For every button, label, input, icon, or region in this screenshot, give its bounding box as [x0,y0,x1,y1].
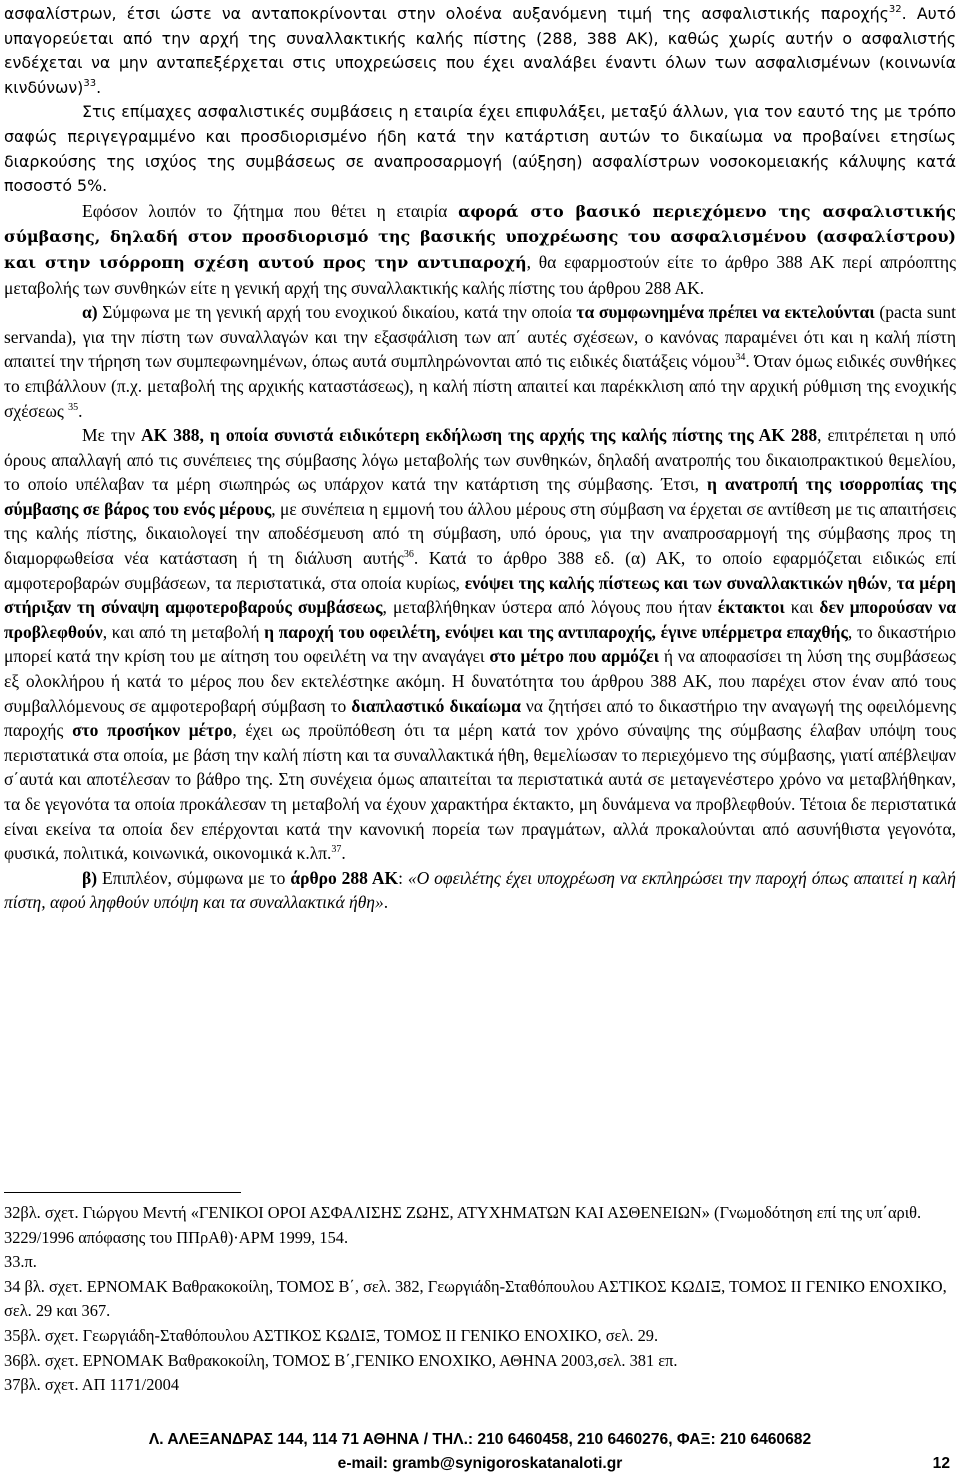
text-run: Στις επίμαχες ασφαλιστικές συμβάσεις η εταιρία έχει επιφυλάξει, μεταξύ άλλων, για τον εαυτό της με τρόπο σαφώς περιγεγραμμένο και προσδιορισμένο ήδη κατά την κατάρτιση αυτών το δικαίωμα να προβαίνει ετησίως διαρκούσης της ισχύος της συμβάσεως σε αναπροσαρμογή (αύξηση) ασφαλίστρων νοσοκομειακής κάλυψης κατά ποσοστό 5%. [4,102,956,196]
bold-text-run: τα συμφωνημένα πρέπει να εκτελούνται [576,302,875,323]
footnote-ref-34: 34 [735,352,746,364]
page-footer [0,1429,960,1481]
text-run: . [96,77,102,97]
bold-text-run: στο προσήκον μέτρο [72,720,233,741]
body-text [4,2,956,915]
text-run: ή να αποφασίσει τη λύση της συμβάσεως εξ ολοκλήρου ή κατά το μέρος που δεν εκτελέστηκε ακόμη. Η δυνατότητα του άρθρου 388 ΑΚ, που παρέχει στον έναν από τους συμβαλλόμενους σε αμφοτεροβαρή σύμβαση το [4,646,956,716]
text-run: ασφαλίστρων, έτσι ώστε να ανταποκρίνονται στην ολοένα αυξανόμενη τιμή της ασφαλιστικής παροχής [4,4,889,23]
page-number: 12 [932,1455,950,1472]
text-run: . [78,400,83,421]
footnote-ref-36: 36 [403,549,414,561]
footnote-32: 32βλ. σχετ. Γιώργου Μεντή «ΓΕΝΙΚΟΙ ΟΡΟΙ ΑΣΦΑΛΙΣΗΣ ΖΩΗΣ, ΑΤΥΧΗΜΑΤΩΝ ΚΑΙ ΑΣΘΕΝΕΙΩΝ» (Γνωμοδότηση επί της υπ΄αριθ. 3229/1996 απόφασης του ΠΠρΑθ)·ΑΡΜ 1999, 154. [4,1203,922,1247]
bold-text-run: ενόψει της καλής πίστεως και των συναλλακτικών ηθών [464,572,888,593]
paragraph-3 [4,199,956,300]
text-run: Με την [82,425,142,446]
text-run: , και από τη μεταβολή [102,621,265,642]
bold-text-run: στο μέτρο που αρμόζει [489,646,660,667]
bold-text-run: άρθρο 288 ΑΚ [290,867,399,888]
bold-text-run: διαπλαστικό δικαίωμα [351,695,521,716]
text-run: . Όταν όμως ειδικές συνθήκες το επιβάλλουν (π.χ. μεταβολή της αρχικής καταστάσεως), η καλή πίστη απαιτεί και παρέκκλιση από την αρχική ρύθμιση της ενοχικής σχέσεως [4,351,956,421]
text-run: Επιπλέον, σύμφωνα με το [97,867,291,888]
text-run: και [784,597,820,618]
bold-text-run: δεν μπορούσαν να προβλεφθούν [4,597,956,642]
footer-address: Λ. ΑΛΕΞΑΝΔΡΑΣ 144, 114 71 ΑΘΗΝΑ / ΤΗΛ.: 210 6460458, 210 6460276, ΦΑΞ: 210 6460682 [148,1431,812,1448]
footnote-34: 34 βλ. σχετ. ΕΡΝΟΜΑΚ Βαθρακοκοίλη, ΤΟΜΟΣ Β΄, σελ. 382, Γεωργιάδη-Σταθόπουλου ΑΣΤΙΚΟΣ ΚΩΔΙΞ, ΤΟΜΟΣ ΙΙ ΓΕΝΙΚΟ ΕΝΟΧΙΚΟ, σελ. 29 και 367. [4,1276,947,1321]
bold-text-run: ΑΚ 388, η οποία συνιστά ειδικότερη εκδήλωση της αρχής της καλής πίστης της ΑΚ 288 [141,425,818,446]
footnote-ref-32: 32 [888,4,902,15]
footnote-35: 35βλ. σχετ. Γεωργιάδη-Σταθόπουλου ΑΣΤΙΚΟΣ ΚΩΔΙΞ, ΤΟΜΟΣ ΙΙ ΓΕΝΙΚΟ ΕΝΟΧΙΚΟ, σελ. 29. [4,1325,659,1345]
text-run: να ζητήσει από το δικαστήριο την αναγωγή της οφειλόμενης παροχής [4,695,956,741]
bold-text-run: β) [82,867,98,888]
paragraph-6 [4,866,956,915]
bold-text-run: αφορά στο βασικό περιεχόμενο της ασφαλιστικής σύμβασης, δηλαδή στον προσδιορισμό της βασικής υποχρέωσης του ασφαλισμένου (ασφαλίστρου) και στην ισόρροπη σχέση αυτού προς την αντιπαροχή [4,201,957,272]
text-run: , έχει ως προϋπόθεση ότι τα μέρη κατά τον χρόνο σύναψης της σύμβασης έλαβαν υπόψη τους περιστατικά στα οποία, με βάση την καλή πίστη και τα συναλλακτικά ήθη, θεμελίωσαν το περιεχόμενο της σύμβασης, γιατί απέβλεψαν σ΄αυτά και αποτέλεσαν το βάθρο της. Στη συνέχεια όμως απαιτείται τα περιστατικά αυτά σε μεταγενέστερο χρόνο να μεταβλήθηκαν, τα δε γεγονότα τα οποία προκάλεσαν τη μεταβολή να έχουν χαρακτήρα έκτακτο, μη δυνάμενα να προβλεφθούν. Τέτοια δε περιστατικά είναι εκείνα τα οποία δεν επέρχονται κατά την κανονική πορεία των πραγμάτων, αλλά προκαλούνται από ασυνήθιστα γεγονότα, φυσικά, πολιτικά, κοινωνικά, οικονομικά κ.λπ. [4,720,956,864]
footer-email: e-mail: gramb@synigoroskatanaloti.gr [337,1455,623,1472]
paragraph-4 [4,300,956,423]
text-run: , θα εφαρμοστούν είτε το άρθρο 388 ΑΚ περί απρόοπτης μεταβολής των συνθηκών είτε η γενική αρχή της συναλλακτικής καλής πίστης του άρθρου 288 ΑΚ. [4,251,957,298]
text-run: . [341,843,346,864]
text-run: . [383,892,389,913]
footnote-37: 37βλ. σχετ. ΑΠ 1171/2004 [4,1375,180,1395]
text-run: : [398,867,408,888]
bold-text-run: τα μέρη στήριξαν τη σύναψη αμφοτεροβαρούς συμβάσεως [4,572,956,618]
footnote-36: 36βλ. σχετ. ΕΡΝΟΜΑΚ Βαθρακοκοίλη, ΤΟΜΟΣ Β΄,ΓΕΝΙΚΟ ΕΝΟΧΙΚΟ, ΑΘΗΝΑ 2003,σελ. 381 επ. [4,1350,678,1370]
text-run: Εφόσον λοιπόν το ζήτημα που θέτει η εταιρία [82,200,459,221]
italic-quote: «Ο οφειλέτης έχει υποχρέωση να εκπληρώσει την παροχή όπως απαιτεί η καλή πίστη, αφού ληφθούν υπόψη και τα συναλλακτικά ήθη» [4,867,956,913]
footnote-33: 33.π. [4,1252,37,1272]
text-run: . Κατά το άρθρο 388 εδ. (α) ΑΚ, το οποίο εφαρμόζεται ειδικώς επί αμφοτεροβαρών συμβάσεων, τα περιστατικά, στα οποία κυρίως, [4,548,956,593]
footnote-separator [4,1192,241,1193]
text-run: , μεταβλήθηκαν ύστερα από λόγους που ήταν [382,597,718,618]
paragraph-1 [4,2,956,100]
text-run: Σύμφωνα με τη γενική αρχή του ενοχικού δικαίου, κατά την οποία [97,302,577,323]
bold-text-run: η ανατροπή της ισορροπίας της σύμβασης σε βάρος του ενός μέρους [4,474,957,519]
text-run: (pacta sunt servanda), για την πίστη των συναλλαγών και την εξασφάλιση των απ΄ αυτές σχέσεων, ο κανόνας παραμένει ότι και η καλή πίστη απαιτεί την τήρηση των συμπεφωνημένων, όπως αυτά συμπληρώνονται από τις ειδικές διατάξεις νόμου [4,302,957,372]
text-run: , με συνέπεια η εμμονή του άλλου μέρους στη σύμβαση να έρχεται σε αντίθεση με τις απαιτήσεις της καλής πίστης, δικαιολογεί την αποδέσμευση από τη σύμβαση, υπό όρους, για την αναπροσαρμογή της σύμβασης προς τη διαμορφωθείσα νέα κατάσταση ή τη διάλυση αυτής [4,498,957,569]
bold-text-run: έκτακτοι [717,597,785,618]
bold-text-run: η παροχή του οφειλέτη, ενόψει και της αντιπαροχής, έγινε υπέρμετρα επαχθής [264,621,848,642]
paragraph-2 [4,100,956,198]
text-run: , [887,572,897,593]
footnote-ref-33: 33 [83,77,97,89]
text-run: , επιτρέπεται η υπό όρους απαλλαγή από τις συνέπειες της σύμβασης λόγω μεταβολής των συνθηκών, δηλαδή ανατροπής του δικαιοπρακτικού θεμελίου, το οποίο υπέλαβαν τα μέρη σιωπηρώς ως υπάρχον κατά την κατάρτιση της σύμβασης. Έτσι, [4,425,956,495]
text-run: . Αυτό υπαγορεύεται από την αρχή της συναλλακτικής καλής πίστης (288, 388 ΑΚ), καθώς χωρίς αυτήν ο ασφαλιστής ενδέχεται να μην ανταπεξέρχεται στις υποχρεώσεις που έχει αναλάβει έναντι όλων των ασφαλισμένων (κοινωνία κινδύνων) [4,4,956,97]
footnote-ref-37: 37 [331,844,342,856]
bold-text-run: α) [82,302,98,323]
text-run: , το δικαστήριο μπορεί κατά την κρίση του με αίτηση του οφειλέτη να την αναγάγει [4,621,956,667]
footnotes [4,1201,956,1398]
paragraph-5 [4,423,956,866]
footnote-ref-35: 35 [68,401,79,413]
